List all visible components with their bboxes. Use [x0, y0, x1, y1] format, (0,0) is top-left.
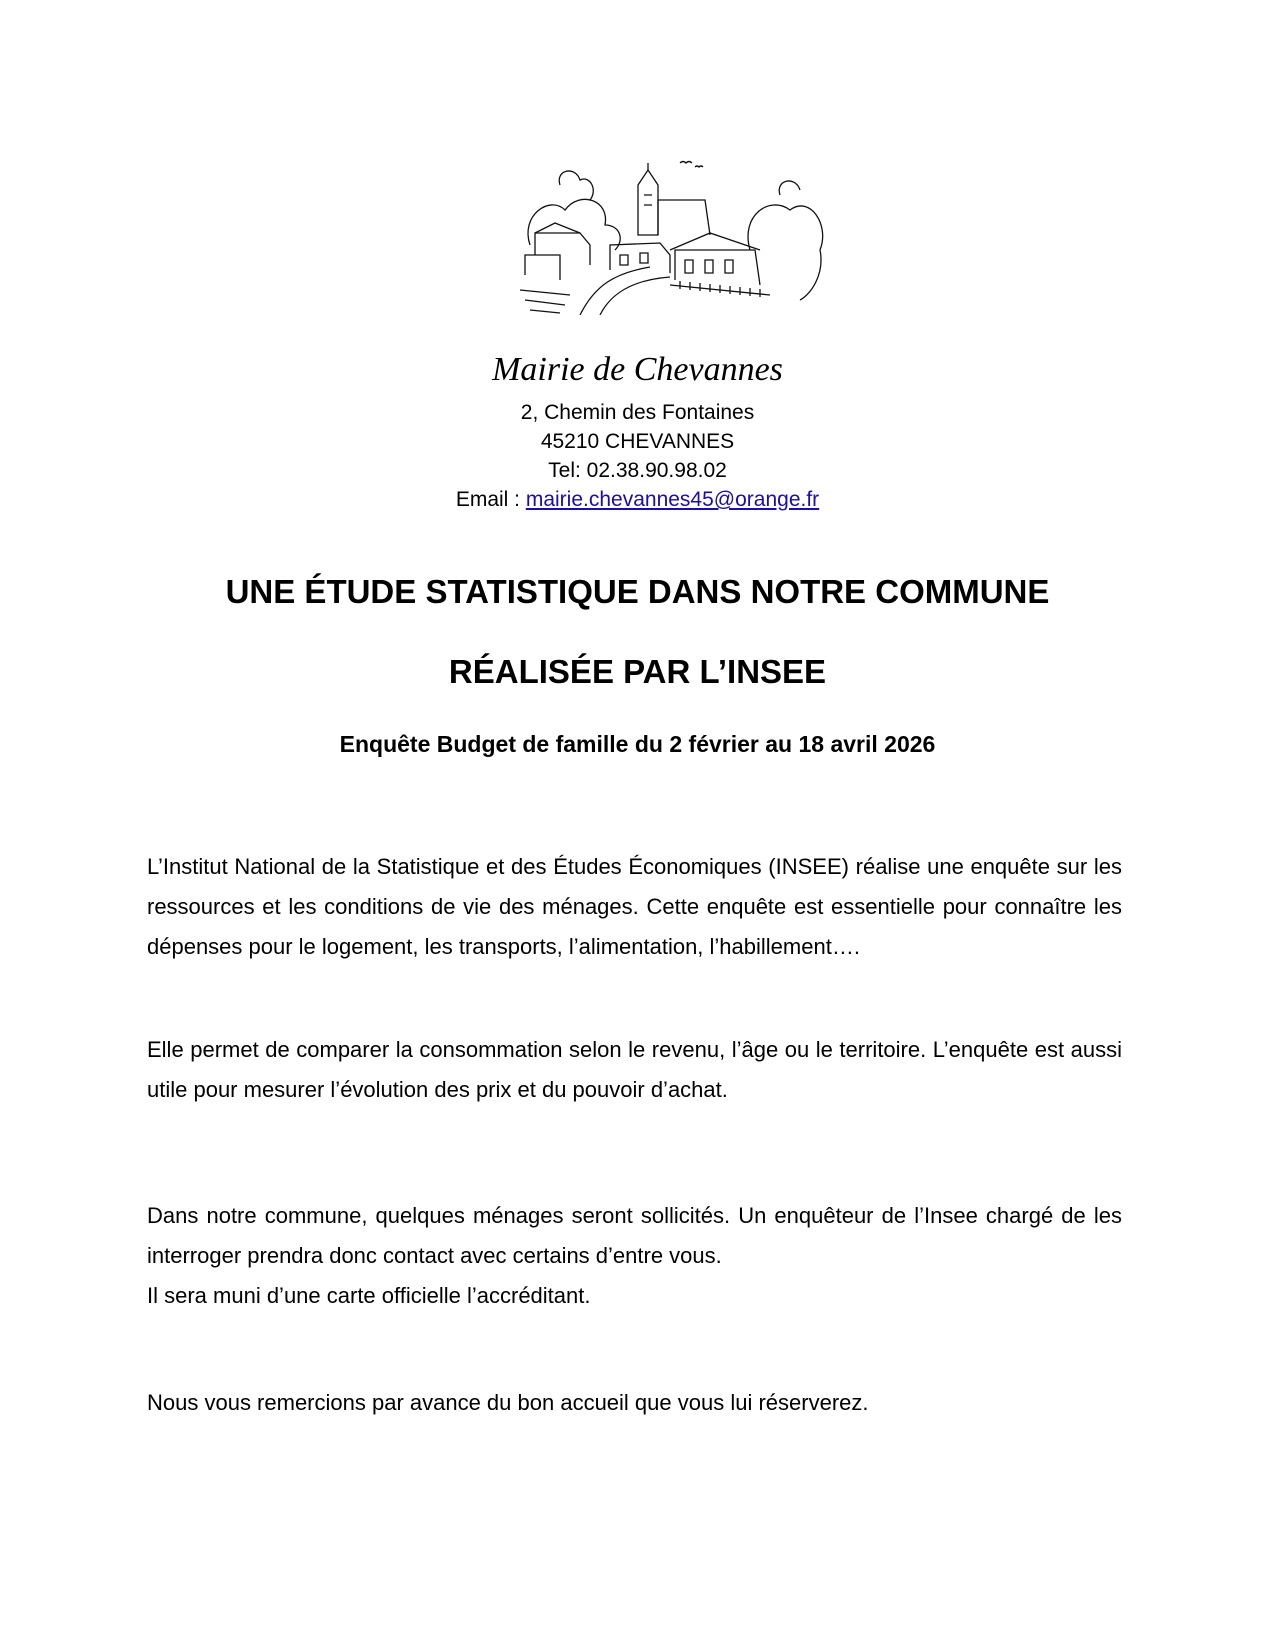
email-label: Email :: [455, 488, 526, 511]
paragraph-thanks: Nous vous remercions par avance du bon accueil que vous lui réserverez.: [147, 1390, 869, 1415]
page-title-line-2: RÉALISÉE PAR L’INSEE: [448, 653, 827, 690]
survey-subtitle: Enquête Budget de famille du 2 février au 18 avril 2026: [339, 731, 936, 757]
email-line: [0, 485, 1275, 514]
paragraph-commune-text: Dans notre commune, quelques ménages seront sollicités. Un enquêteur de l’Insee chargé de les interroger prendra donc contact avec certains d’entre vous.: [147, 1203, 1122, 1268]
phone-number: Tel: 02.38.90.98.02: [548, 459, 727, 482]
email-link[interactable]: mairie.chevannes45@orange.fr: [525, 488, 820, 511]
paragraph-insee-intro: L’Institut National de la Statistique et des Études Économiques (INSEE) réalise une enquête sur les ressources et les conditions de vie des ménages. Cette enquête est essentielle pour connaître les dépenses pour le logement, les transports, l’alimentation, l’habillement….: [147, 854, 1122, 959]
paragraph-commune: [147, 1196, 1122, 1316]
mairie-title: Mairie de Chevannes: [492, 351, 783, 388]
paragraph-purpose: Elle permet de comparer la consommation selon le revenu, l’âge ou le territoire. L’enquête est aussi utile pour mesurer l’évolution des prix et du pouvoir d’achat.: [147, 1037, 1122, 1102]
address-line-2: 45210 CHEVANNES: [540, 430, 735, 453]
paragraph-accreditation: Il sera muni d’une carte officielle l’accréditant.: [147, 1283, 591, 1308]
village-sketch-logo: [520, 155, 830, 315]
address-line-1: 2, Chemin des Fontaines: [520, 401, 755, 424]
page-title-line-1: UNE ÉTUDE STATISTIQUE DANS NOTRE COMMUNE: [225, 573, 1050, 610]
